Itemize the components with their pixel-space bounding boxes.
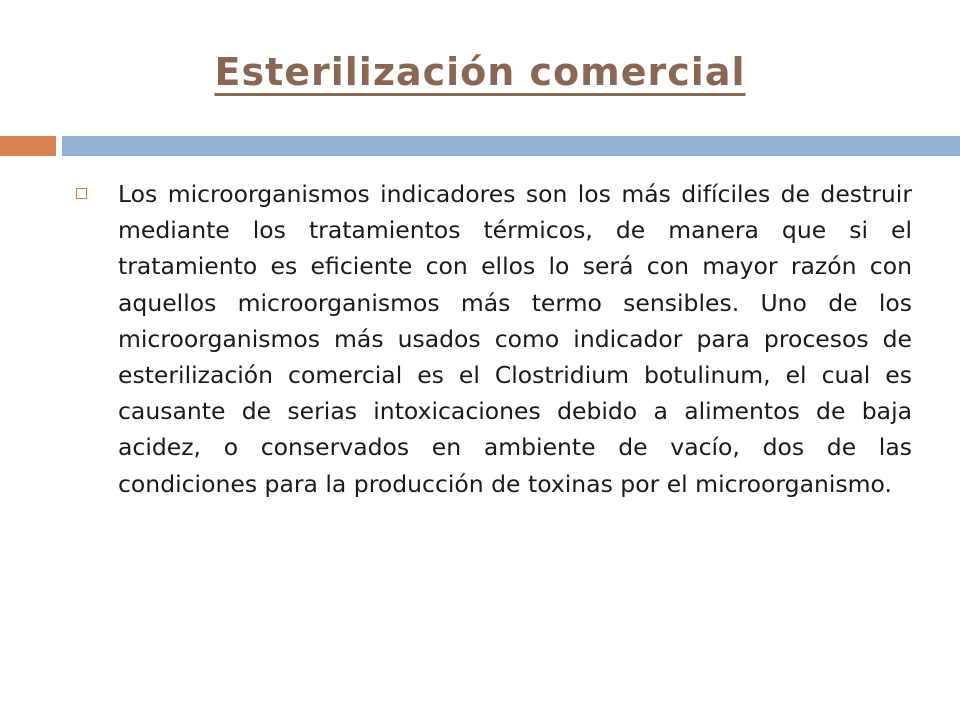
slide-title: Esterilización comercial — [214, 50, 746, 94]
hollow-square-bullet-icon — [76, 188, 87, 199]
bullet-item — [74, 176, 912, 502]
accent-bar — [0, 136, 56, 156]
bullet-text: Los microorganismos indicadores son los más difíciles de destruir mediante los tratamientos térmicos, de manera que si el tratamiento es eficiente con ellos lo será con mayor razón con aquellos microorganismos más termo sensibles. Uno de los microorganismos más usados como indicador para procesos de esterilización comercial es el Clostridium botulinum, el cual es causante de serias intoxicaciones debido a alimentos de baja acidez, o conservados en ambiente de vacío, dos de las condiciones para la producción de toxinas por el microorganismo. — [118, 180, 912, 498]
slide-content — [74, 176, 912, 502]
header-bar — [62, 136, 960, 156]
